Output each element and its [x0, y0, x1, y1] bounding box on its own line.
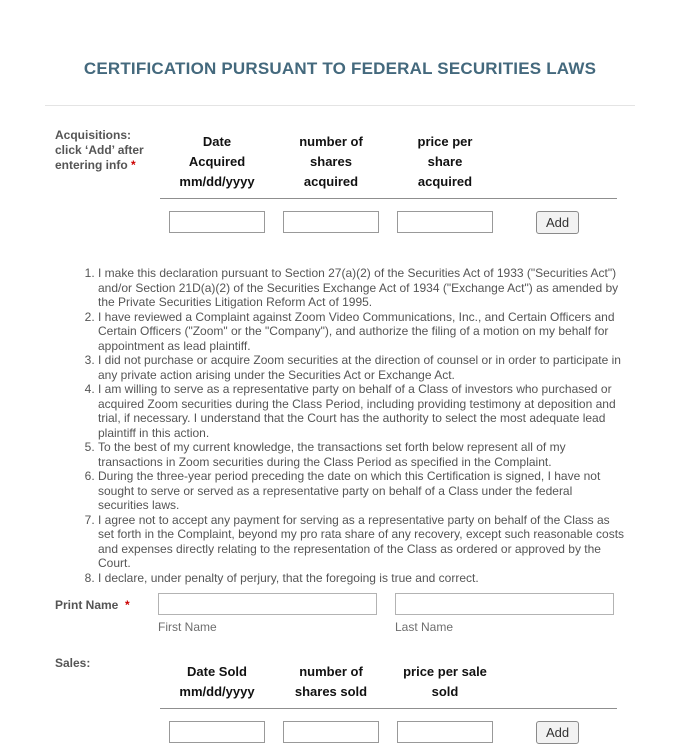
declaration-item: 6. During the three-year period preceding the date on which this Certification is signed, I have not sought to serve or served as a representative party on behalf of a Class under the federal securities laws.	[98, 469, 626, 513]
first-name-input[interactable]	[158, 593, 377, 615]
required-asterisk: *	[125, 598, 130, 612]
sales-label: Sales:	[55, 656, 91, 670]
acquisitions-label	[55, 126, 160, 234]
acquisitions-table	[160, 126, 620, 234]
sales-date-input[interactable]	[169, 721, 265, 743]
title-divider	[45, 105, 635, 106]
print-name-row	[55, 593, 680, 634]
acquisitions-shares-input[interactable]	[283, 211, 379, 233]
sales-table	[160, 654, 620, 744]
sales-header-rule	[160, 708, 617, 709]
acquisitions-price-input[interactable]	[397, 211, 493, 233]
acquisitions-label-line3: entering info *	[55, 158, 136, 172]
column-header-price-acquired: price per share acquired	[417, 134, 473, 189]
last-name-input[interactable]	[395, 593, 614, 615]
required-asterisk: *	[131, 158, 136, 172]
sales-add-button[interactable]: Add	[536, 721, 579, 744]
declaration-item: 7. I agree not to accept any payment for serving as a representative party on behalf of the Class as set forth in the Complaint, beyond my pro rata share of any recovery, except such reasonable costs and expenses directly relating to the representation of the Class as ordered or approved by the Court.	[98, 513, 626, 571]
sales-input-row	[160, 721, 620, 744]
declaration-item: 8. I declare, under penalty of perjury, that the foregoing is true and correct.	[98, 571, 626, 586]
declaration-item: 4. I am willing to serve as a representative party on behalf of a Class of investors who purchased or acquired Zoom securities during the Class Period, including providing testimony at deposition and trial, if necessary. I understand that the Court has the authority to select the most adequate lead plaintiff in this action.	[98, 382, 626, 440]
declaration-item: 3. I did not purchase or acquire Zoom securities at the direction of counsel or in order to participate in any private action arising under the Securities Act or Exchange Act.	[98, 353, 626, 382]
column-header-shares-sold: number of shares sold	[294, 664, 368, 699]
acquisitions-header-rule	[160, 198, 617, 199]
column-header-date-sold: Date Sold mm/dd/yyyy	[179, 664, 255, 699]
acquisitions-input-row	[160, 211, 620, 234]
acquisitions-date-input[interactable]	[169, 211, 265, 233]
first-name-sublabel: First Name	[158, 620, 217, 634]
acquisitions-label-line1: Acquisitions:	[55, 128, 132, 142]
column-header-date-acquired: Date Acquired mm/dd/yyyy	[179, 134, 255, 189]
column-header-shares-acquired: number of shares acquired	[299, 134, 363, 189]
declarations-list	[0, 266, 680, 585]
sales-price-input[interactable]	[397, 721, 493, 743]
first-name-field	[158, 593, 377, 634]
declaration-item: 1. I make this declaration pursuant to Section 27(a)(2) of the Securities Act of 1933 ("Securities Act") and/or Section 21D(a)(2) of the Securities Exchange Act of 1934 ("Exchange Act") as amended by the Private Securities Litigation Reform Act of 1995.	[98, 266, 626, 310]
declaration-item: 2. I have reviewed a Complaint against Zoom Video Communications, Inc., and Certain Officers and Certain Officers ("Zoom" or the "Company"), and authorize the filing of a motion on my behalf for appointment as lead plaintiff.	[98, 310, 626, 354]
acquisitions-section	[55, 126, 680, 234]
declaration-item: 5. To the best of my current knowledge, the transactions set forth below represent all of my transactions in Zoom securities during the Class Period as specified in the Complaint.	[98, 440, 626, 469]
sales-headers	[160, 654, 620, 702]
acquisitions-label-line2: click ‘Add’ after	[55, 143, 144, 157]
acquisitions-add-button[interactable]: Add	[536, 211, 579, 234]
column-header-price-sold: price per sale sold	[403, 664, 487, 699]
print-name-label: Print Name *	[55, 598, 130, 612]
sales-section	[55, 654, 680, 744]
sales-shares-input[interactable]	[283, 721, 379, 743]
last-name-sublabel: Last Name	[395, 620, 454, 634]
acquisitions-headers	[160, 126, 620, 192]
page-title: CERTIFICATION PURSUANT TO FEDERAL SECURITIES LAWS	[83, 59, 597, 78]
last-name-field	[395, 593, 614, 634]
